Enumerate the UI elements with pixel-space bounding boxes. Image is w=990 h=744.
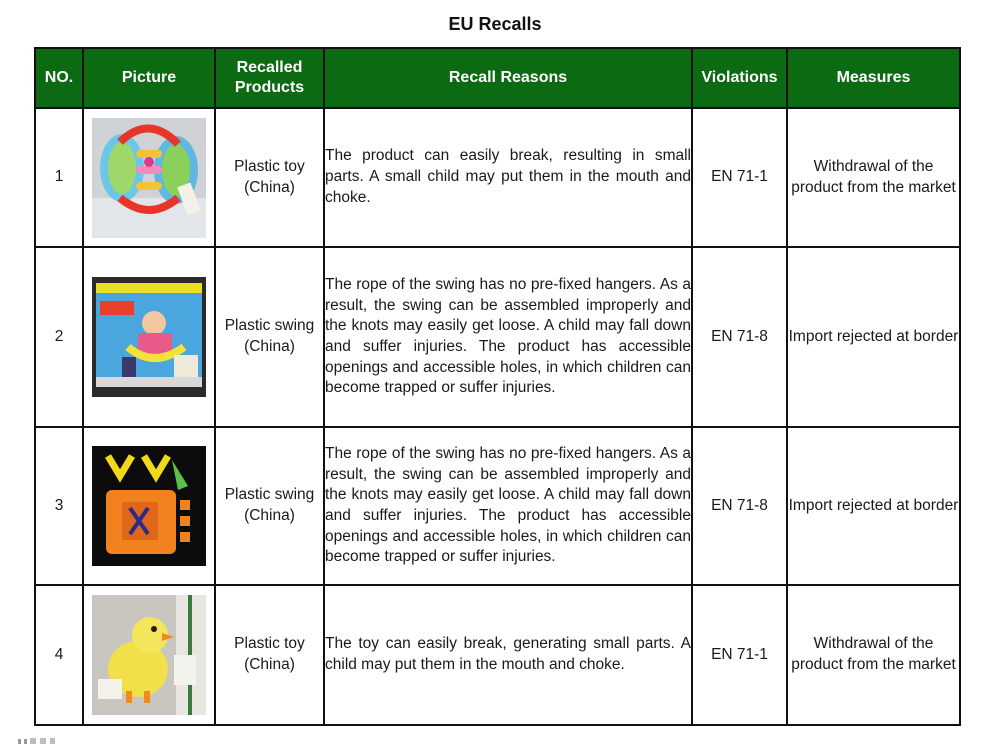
- row-number: 4: [35, 585, 83, 725]
- picture-cell: [83, 247, 215, 427]
- row-number: 2: [35, 247, 83, 427]
- rattle-toy-photo: [92, 118, 206, 238]
- measure: Withdrawal of the product from the market: [787, 108, 960, 247]
- header-recalled-products: Recalled Products: [215, 48, 324, 108]
- chick-toy-photo: [92, 595, 206, 715]
- measure: Withdrawal of the product from the market: [787, 585, 960, 725]
- recalled-product: Plastic swing (China): [215, 247, 324, 427]
- violation: EN 71-1: [692, 585, 787, 725]
- page-edge-mark: [18, 735, 78, 744]
- header-measures: Measures: [787, 48, 960, 108]
- recalled-product: Plastic toy (China): [215, 108, 324, 247]
- row-number: 1: [35, 108, 83, 247]
- violation: EN 71-8: [692, 247, 787, 427]
- recall-reason: The rope of the swing has no pre-fixed hangers. As a result, the swing can be assembled improperly and the knots may easily get loose. A child may fall down and suffer injuries. The product has accessible openings and accessible holes, in which children can become trapped or suffer injuries.: [324, 427, 692, 585]
- measure: Import rejected at border: [787, 247, 960, 427]
- table-row: [35, 108, 960, 247]
- swing-parts-photo: [92, 446, 206, 566]
- recall-reason: The product can easily break, resulting in small parts. A small child may put them in the mouth and choke.: [324, 108, 692, 247]
- swing-box-photo: [92, 277, 206, 397]
- measure: Import rejected at border: [787, 427, 960, 585]
- header-row: [35, 48, 960, 108]
- table-row: [35, 585, 960, 725]
- recalled-product: Plastic swing (China): [215, 427, 324, 585]
- header-picture: Picture: [83, 48, 215, 108]
- header-violations: Violations: [692, 48, 787, 108]
- picture-cell: [83, 108, 215, 247]
- table-row: [35, 247, 960, 427]
- table-row: [35, 427, 960, 585]
- recall-reason: The rope of the swing has no pre-fixed hangers. As a result, the swing can be assembled improperly and the knots may easily get loose. A child may fall down and suffer injuries. The product has accessible openings and accessible holes, in which children can become trapped or suffer injuries.: [324, 247, 692, 427]
- recalled-product: Plastic toy (China): [215, 585, 324, 725]
- header-recall-reasons: Recall Reasons: [324, 48, 692, 108]
- header-no: NO.: [35, 48, 83, 108]
- violation: EN 71-8: [692, 427, 787, 585]
- page-title: EU Recalls: [448, 14, 542, 34]
- picture-cell: [83, 427, 215, 585]
- recalls-table: [34, 47, 961, 726]
- picture-cell: [83, 585, 215, 725]
- recall-reason: The toy can easily break, generating small parts. A child may put them in the mouth and choke.: [324, 585, 692, 725]
- row-number: 3: [35, 427, 83, 585]
- violation: EN 71-1: [692, 108, 787, 247]
